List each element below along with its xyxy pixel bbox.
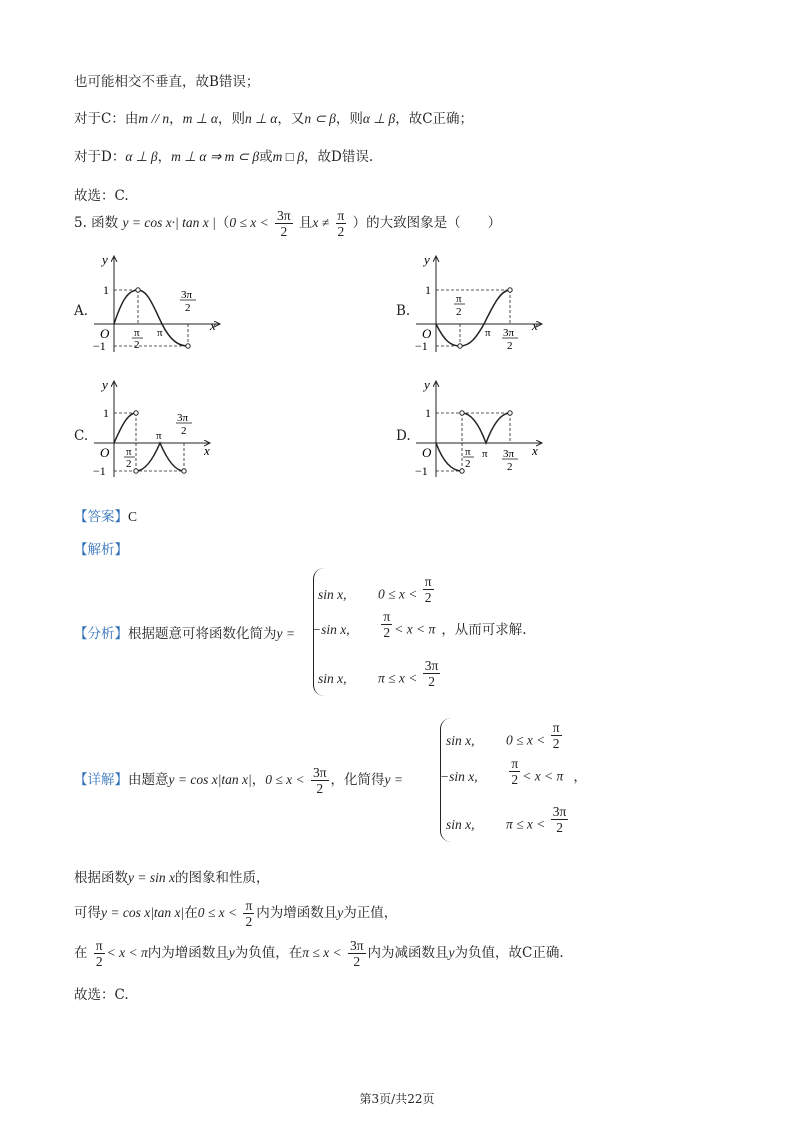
text: 5. 函数	[74, 215, 119, 231]
text: 在	[184, 905, 198, 921]
tick-label: π	[156, 430, 162, 442]
axis-label-x: x	[532, 443, 538, 458]
axis-label-y: y	[424, 377, 430, 392]
option-label-c: C.	[74, 428, 89, 444]
tick-label: 1	[425, 283, 431, 297]
detail-label: 【详解】	[74, 772, 128, 788]
fraction: $\frac{\pi}{2}$	[337, 208, 345, 239]
piece-row-1: sin x, 0 ≤ x < $\frac{\pi}{2}$	[318, 574, 432, 605]
tick-label: 2	[134, 339, 140, 351]
tick-label: π	[482, 448, 488, 460]
math: y	[337, 905, 344, 920]
math: m // n	[138, 111, 170, 126]
tick-label: 2	[507, 461, 513, 473]
answer-tag: 【答案】	[74, 509, 128, 525]
graph-d	[410, 375, 550, 485]
option-label-b: B.	[396, 303, 411, 319]
tick-label: 2	[465, 458, 471, 470]
tick-label: 2	[181, 425, 187, 437]
text-line: 故选：C.	[74, 188, 129, 204]
math: α ⊥ β	[362, 111, 396, 126]
tick-label: 2	[126, 458, 132, 470]
text: ）的大致图象是（ ）	[352, 215, 502, 231]
axis-label-y: y	[102, 377, 108, 392]
graph-b	[410, 250, 550, 360]
tick-label: π	[485, 327, 491, 339]
math: 0 ≤ x <	[265, 772, 305, 787]
text-line	[74, 866, 269, 886]
tick-label: 3π	[503, 327, 515, 339]
text: 对于C：由	[74, 111, 139, 127]
tick-label: 1	[103, 283, 109, 297]
tick-label: π	[134, 327, 140, 339]
text: 为负值，故C正确.	[454, 945, 564, 961]
tick-label: −1	[415, 464, 428, 478]
math: m ⊥ α ⇒ m ⊂ β	[171, 149, 260, 164]
text: 或	[259, 149, 273, 165]
fraction: $\frac{3\pi}{2}$	[349, 938, 364, 969]
axis-label-y: y	[102, 252, 108, 267]
text: 为负值，在	[234, 945, 303, 961]
origin-label: O	[100, 445, 110, 460]
math: y = sin x	[128, 870, 175, 885]
text: ，故D错误.	[304, 149, 374, 165]
math: < x < π	[106, 945, 148, 960]
text: ，则	[335, 111, 363, 127]
text-line: 故选：C.	[74, 987, 129, 1003]
graph-a	[88, 250, 228, 360]
math: y	[448, 945, 455, 960]
text: 可得	[74, 905, 101, 921]
math: x ≠	[312, 215, 330, 230]
page-footer: 第3页/共22页	[359, 1092, 435, 1106]
math: y =	[384, 772, 404, 787]
tick-label: 1	[103, 406, 109, 420]
axis-label-x: x	[532, 318, 538, 333]
math: n ⊂ β	[304, 111, 336, 126]
tick-label: 3π	[503, 448, 515, 460]
tick-label: π	[456, 293, 462, 305]
math: π ≤ x <	[302, 945, 342, 960]
fraction: $\frac{3\pi}{2}$	[312, 765, 327, 796]
text-line	[74, 898, 397, 929]
text: 内为增函数且	[256, 905, 338, 921]
text: 为正值，	[343, 905, 398, 921]
text: ，	[573, 768, 587, 785]
text: 的图象和性质，	[174, 870, 270, 886]
tick-label: 2	[456, 306, 462, 318]
answer-line	[74, 505, 137, 525]
analysis-label: 【分析】	[74, 626, 128, 642]
math: m □ β	[272, 149, 304, 164]
tick-label: π	[465, 446, 471, 458]
fraction: $\frac{3\pi}{2}$	[277, 208, 291, 239]
option-label-d: D.	[396, 428, 411, 444]
detail-line	[74, 765, 403, 796]
piece-row-2: −sin x, $\frac{\pi}{2}$ < x < π ，	[440, 756, 587, 787]
piece-row-3: sin x, π ≤ x < $\frac{3\pi}{2}$	[318, 658, 439, 689]
graph-c	[88, 375, 228, 485]
text: ，	[157, 149, 172, 165]
origin-label: O	[422, 326, 432, 341]
text: 在	[74, 945, 88, 961]
text: ，	[169, 111, 183, 127]
math: α ⊥ β	[125, 149, 158, 164]
axis-label-y: y	[424, 252, 430, 267]
text-line	[74, 107, 473, 127]
analysis-line	[74, 622, 295, 642]
text: 根据函数	[74, 870, 128, 886]
text: （	[215, 215, 230, 231]
text: ，故C正确；	[395, 111, 474, 127]
axis-label-x: x	[204, 443, 210, 458]
tick-label: 3π	[181, 289, 193, 301]
answer-value: C	[128, 509, 138, 524]
text-line	[74, 145, 373, 165]
math: n ⊥ α	[244, 111, 278, 126]
text: ，化简得	[330, 772, 385, 788]
math: y = cos x|tan x|	[101, 905, 185, 920]
tick-label: −1	[93, 339, 106, 353]
text: 且	[298, 215, 313, 231]
text: ，从而可求解.	[441, 621, 527, 638]
text: 对于D：	[74, 149, 126, 165]
math: y = cos x|tan x|	[168, 772, 252, 787]
text: 根据题意可将函数化简为	[128, 626, 277, 642]
text: 内为增函数且	[147, 945, 229, 961]
tick-label: −1	[415, 339, 428, 353]
piece-row-2: −sin x, $\frac{\pi}{2}$ < x < π ，从而可求解.	[312, 609, 527, 640]
text-line	[74, 938, 564, 969]
fraction: $\frac{\pi}{2}$	[95, 938, 103, 969]
axis-label-x: x	[210, 318, 216, 333]
text: 内为减函数且	[367, 945, 449, 961]
math: 0 ≤ x <	[229, 215, 269, 230]
math: y	[228, 945, 235, 960]
math: 0 ≤ x <	[197, 905, 238, 920]
tick-label: −1	[93, 464, 106, 478]
math: m ⊥ α	[182, 111, 218, 126]
text: ，又	[277, 111, 305, 127]
question-5	[74, 208, 501, 239]
tick-label: π	[157, 327, 163, 339]
option-label-a: A.	[74, 303, 89, 319]
tick-label: π	[126, 446, 132, 458]
fraction: $\frac{\pi}{2}$	[245, 898, 253, 929]
analysis-tag: 【解析】	[74, 542, 128, 558]
origin-label: O	[100, 326, 110, 341]
piece-row-1: sin x, 0 ≤ x < $\frac{\pi}{2}$	[446, 720, 560, 751]
piece-row-3: sin x, π ≤ x < $\frac{3\pi}{2}$	[446, 804, 567, 835]
origin-label: O	[422, 445, 432, 460]
tick-label: 3π	[177, 412, 189, 424]
text: ，则	[217, 111, 245, 127]
text: ，	[251, 772, 266, 788]
tick-label: 2	[507, 340, 513, 352]
text-line: 也可能相交不垂直，故B错误；	[74, 74, 260, 90]
tick-label: 2	[185, 302, 191, 314]
math: y =	[276, 626, 295, 641]
tick-label: 1	[425, 406, 431, 420]
text: 由题意	[128, 772, 169, 788]
math: y = cos x·| tan x |	[122, 215, 216, 230]
